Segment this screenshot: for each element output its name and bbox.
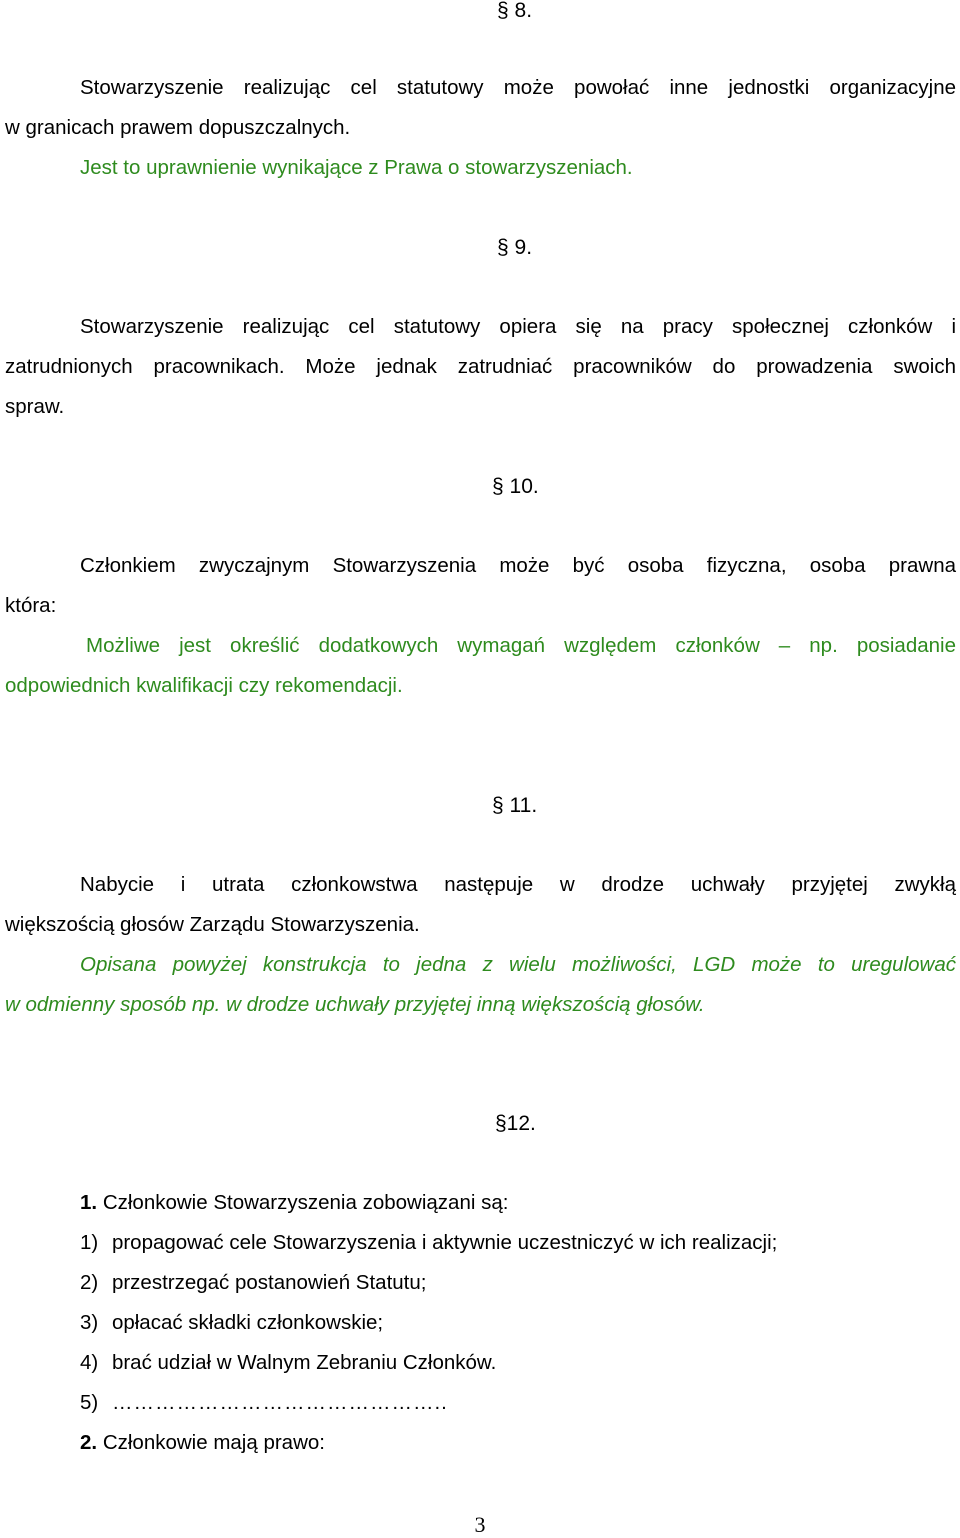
list-item-3 xyxy=(80,1310,383,1336)
list-item-3-text: opłacać składki członkowskie; xyxy=(111,1311,384,1334)
list-item-1-text: propagować cele Stowarzyszenia i aktywnie uczestniczyć w ich realizacji; xyxy=(111,1231,778,1254)
section-10-line-2: która: xyxy=(5,594,57,617)
section-10-note-line-2: odpowiednich kwalifikacji czy rekomendacji. xyxy=(5,674,403,697)
list-item-3-number: 3) xyxy=(80,1311,99,1334)
point-1-number: 1. xyxy=(80,1191,98,1214)
list-item-5-text: ……………………………………….. xyxy=(111,1391,448,1414)
section-11-note-line-1: Opisana powyżej konstrukcja to jedna z wielu możliwości, LGD może to uregulować xyxy=(80,953,956,976)
point-2-number: 2. xyxy=(80,1431,98,1454)
section-11-line-1: Nabycie i utrata członkowstwa następuje w drodze uchwały przyjętej zwykłą xyxy=(80,873,956,896)
point-2 xyxy=(80,1430,325,1456)
section-8-heading: § 8. xyxy=(497,0,533,22)
list-item-2-number: 2) xyxy=(80,1271,99,1294)
page-number: 3 xyxy=(474,1512,486,1537)
section-10-note-line-1: Możliwe jest określić dodatkowych wymagań względem członków – np. posiadanie xyxy=(86,634,956,657)
list-item-1-number: 1) xyxy=(80,1231,99,1254)
list-item-4-text: brać udział w Walnym Zebraniu Członków. xyxy=(111,1351,497,1374)
section-9-line-1: Stowarzyszenie realizując cel statutowy opiera się na pracy społecznej członków i xyxy=(80,315,956,338)
section-9-line-3: spraw. xyxy=(5,395,65,418)
section-9-heading: § 9. xyxy=(497,236,533,259)
point-2-text: Członkowie mają prawo: xyxy=(102,1431,325,1454)
list-item-4 xyxy=(80,1350,496,1376)
point-1 xyxy=(80,1190,508,1216)
list-item-5 xyxy=(80,1390,448,1416)
section-8-note: Jest to uprawnienie wynikające z Prawa o stowarzyszeniach. xyxy=(80,156,633,179)
section-11-line-2: większością głosów Zarządu Stowarzyszenia. xyxy=(5,913,420,936)
list-item-2-text: przestrzegać postanowień Statutu; xyxy=(111,1271,427,1294)
list-item-4-number: 4) xyxy=(80,1351,99,1374)
section-8-line-1: Stowarzyszenie realizując cel statutowy może powołać inne jednostki organizacyjne xyxy=(80,76,956,99)
section-10-line-1: Członkiem zwyczajnym Stowarzyszenia może być osoba fizyczna, osoba prawna xyxy=(80,554,956,577)
section-9-line-2: zatrudnionych pracownikach. Może jednak zatrudniać pracowników do prowadzenia swoich xyxy=(5,355,956,378)
list-item-5-number: 5) xyxy=(80,1391,99,1414)
section-8-line-2: w granicach prawem dopuszczalnych. xyxy=(5,116,351,139)
section-11-note-line-2: w odmienny sposób np. w drodze uchwały przyjętej inną większością głosów. xyxy=(5,993,705,1016)
section-12-heading: §12. xyxy=(495,1112,536,1135)
list-item-1 xyxy=(80,1230,777,1256)
section-11-heading: § 11. xyxy=(492,794,538,817)
list-item-2 xyxy=(80,1270,426,1296)
point-1-text: Członkowie Stowarzyszenia zobowiązani są: xyxy=(102,1191,509,1214)
section-10-heading: § 10. xyxy=(492,475,539,498)
